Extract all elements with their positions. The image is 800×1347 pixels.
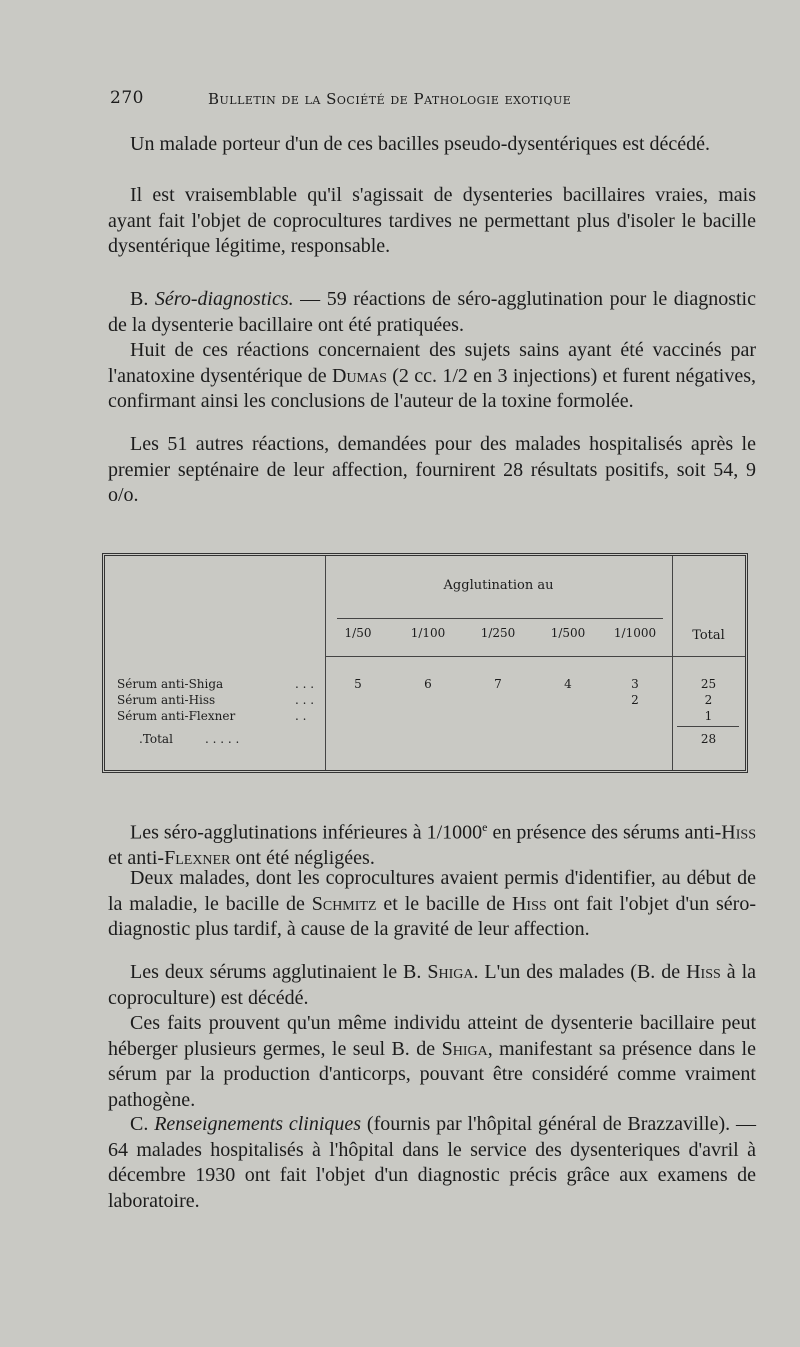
paragraph-sero-agglutinations: Les séro-agglutinations inférieures à 1/1000e en présence des sérums anti-Hiss et anti-Flexner ont été négligées. [108, 820, 756, 870]
cell-shiga-total: 25 [700, 677, 717, 691]
section-b-title: Séro-diagnostics. [154, 288, 294, 310]
row-dots: . . . [295, 677, 315, 691]
paragraph-section-b: B. Séro-diagnostics. — 59 réactions de séro-agglutination pour le diagnostic de la dysenterie bacillaire ont été pratiquées. [108, 288, 756, 336]
section-c-label: C. [130, 1113, 149, 1135]
agglutination-group-header: Agglutination au [443, 578, 554, 593]
col-header-1-250: 1/250 [480, 626, 516, 640]
cell-grand-total: 28 [700, 732, 717, 746]
cell-hiss-1-1000: 2 [631, 693, 639, 707]
cell-shiga-1-500: 4 [564, 677, 572, 691]
page-number: 270 [110, 88, 144, 108]
col-header-1-500: 1/500 [550, 626, 586, 640]
agglutination-table [102, 553, 748, 773]
paragraph-51-reactions: Les 51 autres réactions, demandées pour des malades hospitalisés après le premier septénaire de leur affection, fournirent 28 résultats positifs, soit 54, 9 o/o. [108, 433, 756, 506]
paragraph-deux-malades: Deux malades, dont les coprocultures avaient permis d'identifier, au début de la maladie, le bacille de Schmitz et le bacille de Hiss ont fait l'objet d'un séro-diagnostic plus tardif, à cause de la gravité de leur affection. [108, 867, 756, 940]
row-dots: . . . . . [205, 732, 240, 746]
cell-shiga-1-1000: 3 [631, 677, 639, 691]
paragraph-malade: Un malade porteur d'un de ces bacilles pseudo-dysentériques est décédé. [130, 133, 711, 155]
col-header-1-50: 1/50 [344, 626, 372, 640]
section-c-title: Renseignements cliniques [154, 1113, 362, 1135]
cell-shiga-1-100: 6 [424, 677, 432, 691]
row-label-anti-flexner: Sérum anti-Flexner [117, 709, 236, 723]
paragraph-ces-faits: Ces faits prouvent qu'un même individu atteint de dysenterie bacillaire peut héberger plusieurs germes, le seul B. de Shiga, manifestant sa présence dans le sérum par la production d'anticorps, pouvant être considéré comme vraiment pathogène. [108, 1012, 756, 1111]
cell-shiga-1-250: 7 [494, 677, 502, 691]
section-b-label: B. [130, 288, 149, 310]
total-header: Total [692, 628, 725, 643]
cell-shiga-1-50: 5 [354, 677, 362, 691]
row-dots: . . . [295, 693, 315, 707]
row-label-total: .Total [139, 732, 173, 746]
row-dots: . . [295, 709, 307, 723]
journal-title: Bulletin de la Société de Pathologie exotique [208, 90, 572, 108]
paragraph-huit: Huit de ces réactions concernaient des sujets sains ayant été vaccinés par l'anatoxine dysentérique de Dumas (2 cc. 1/2 en 3 injections) et furent négatives, confirmant ainsi les conclusions de l'auteur de la toxine formolée. [108, 339, 756, 412]
row-label-anti-shiga: Sérum anti-Shiga [117, 677, 224, 691]
paragraph-vraisemblable: Il est vraisemblable qu'il s'agissait de dysenteries bacillaires vraies, mais ayant fait l'objet de coprocultures tardives ne permettant plus d'isoler le bacille dysentérique légitime, responsable. [108, 184, 756, 257]
col-header-1-100: 1/100 [410, 626, 446, 640]
paragraph-section-c: C. Renseignements cliniques (fournis par l'hôpital général de Brazzaville). — 64 malades hospitalisés à l'hôpital dans le service des dysenteriques d'avril à décembre 1930 ont fait l'objet d'un diagnostic précis grâce aux examens de laboratoire. [108, 1113, 756, 1212]
row-label-anti-hiss: Sérum anti-Hiss [117, 693, 216, 707]
paragraph-deux-serums: Les deux sérums agglutinaient le B. Shiga. L'un des malades (B. de Hiss à la coproculture) est décédé. [108, 961, 757, 1009]
cell-hiss-total: 2 [704, 693, 713, 707]
cell-flexner-total: 1 [704, 709, 713, 723]
col-header-1-1000: 1/1000 [613, 626, 657, 640]
